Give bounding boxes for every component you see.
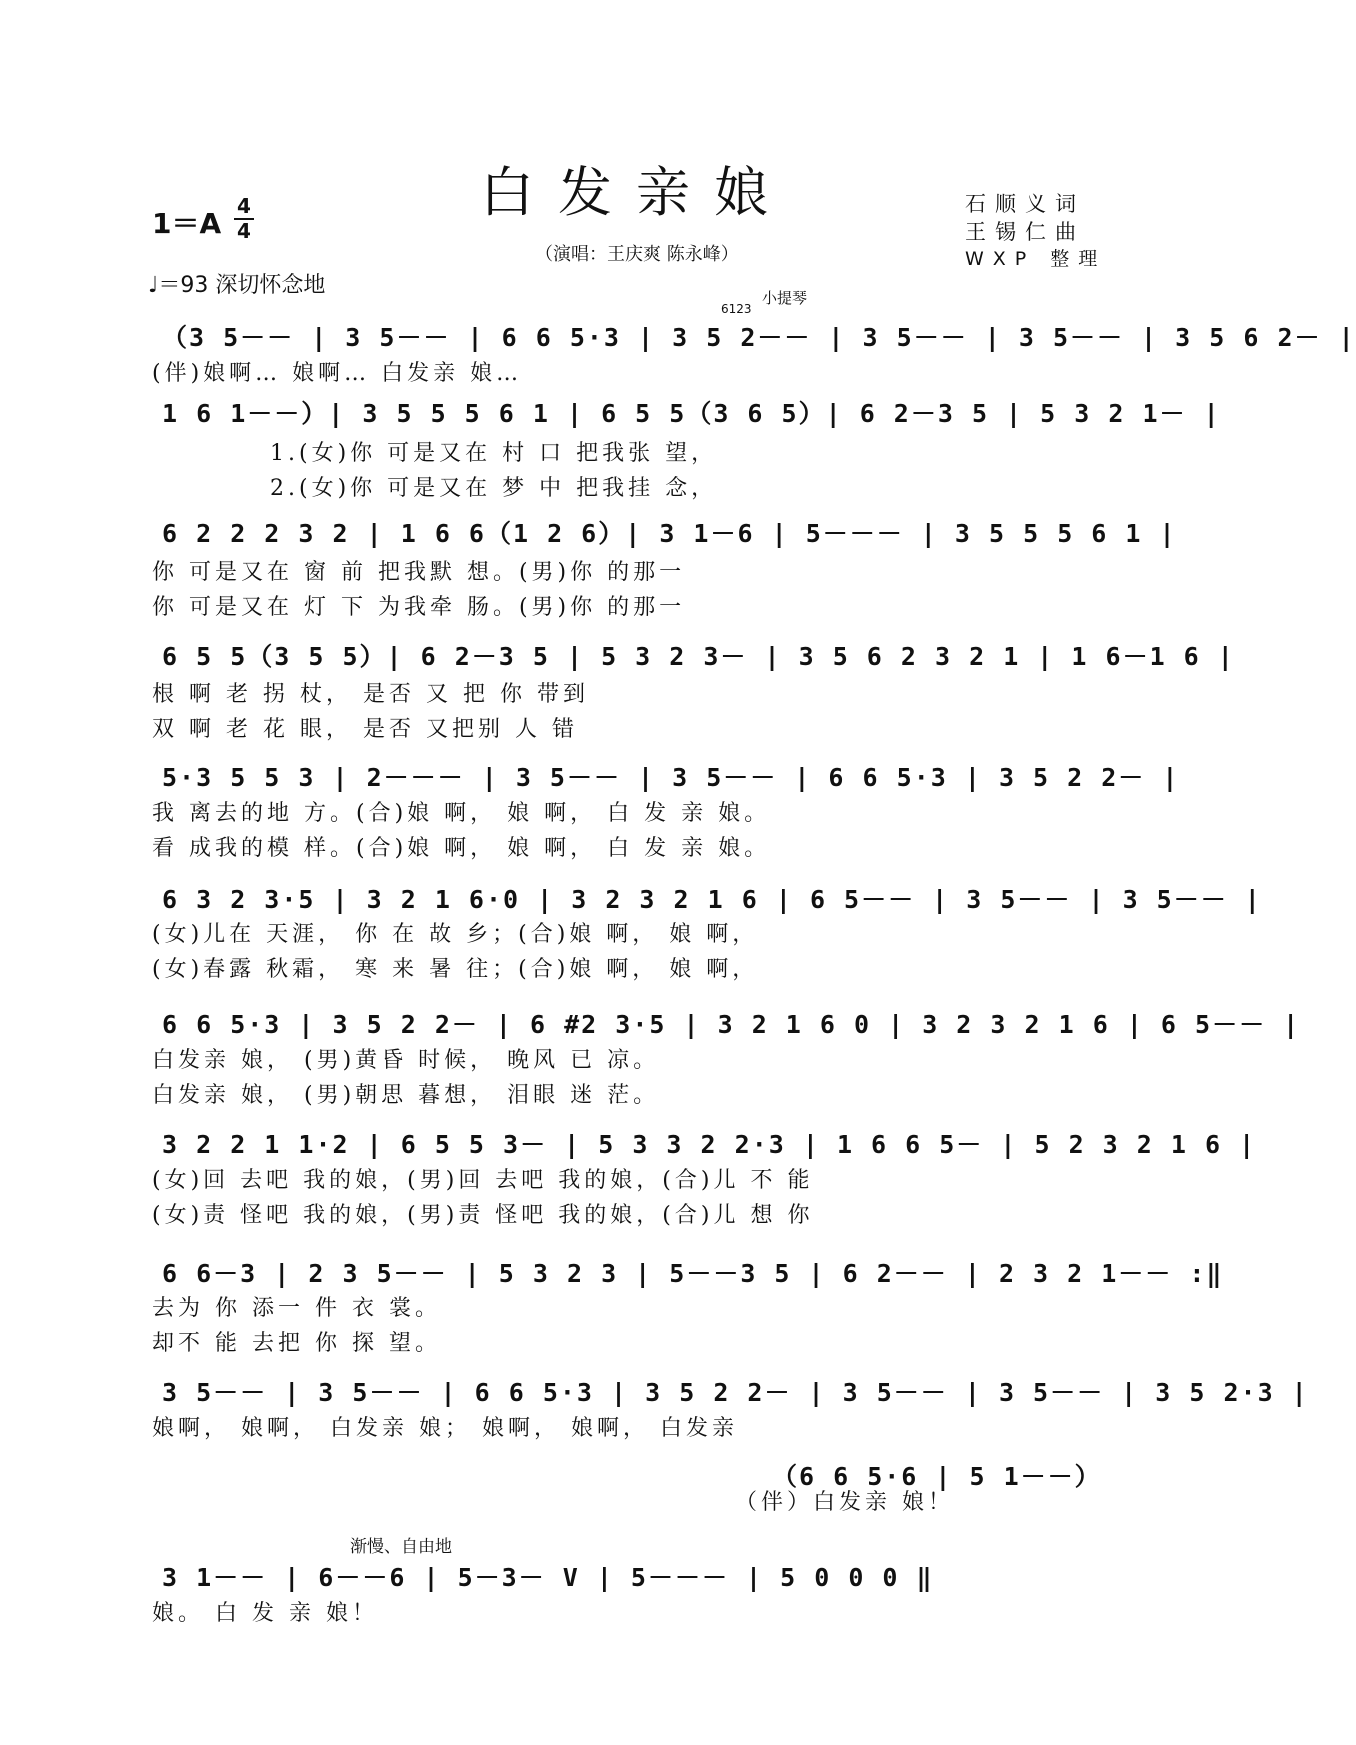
lyric-line-1: (伴)娘啊… 娘啊… 白发亲 娘… <box>152 361 523 386</box>
lyric-line-7b: 白发亲 娘， (男)朝思 暮想， 泪眼 迷 茫。 <box>152 1083 660 1108</box>
lyric-line-6a: (女)儿在 天涯， 你 在 故 乡；(合)娘 啊， 娘 啊， <box>152 922 759 947</box>
time-signature <box>234 196 254 242</box>
notation-line-1: （3 5－－ | 3 5－－ | 6 6 5·3 | 3 5 2－－ | 3 5－－ | 3 5－－ | 3 5 6 2－ | <box>162 323 1356 352</box>
lyric-line-8a: (女)回 去吧 我的娘，(男)回 去吧 我的娘，(合)儿 不 能 <box>152 1168 814 1193</box>
accompaniment-notes: （6 6 5·6 | 5 1－－） <box>772 1462 1102 1491</box>
lyric-line-3b: 你 可是又在 灯 下 为我牵 肠。(男)你 的那一 <box>152 595 686 620</box>
violin-annotation: 小提琴 <box>762 289 808 307</box>
singers-credit: （演唱：王庆爽 陈永峰） <box>535 244 739 265</box>
lyric-line-3a: 你 可是又在 窗 前 把我默 想。(男)你 的那一 <box>152 560 686 585</box>
lyric-line-9b: 却不 能 去把 你 探 望。 <box>152 1331 441 1356</box>
lyric-line-8b: (女)责 怪吧 我的娘，(男)责 怪吧 我的娘，(合)儿 想 你 <box>152 1203 814 1228</box>
notation-line-6: 6 3 2 3·5 | 3 2 1 6·0 | 3 2 3 2 1 6 | 6 5－－ | 3 5－－ | 3 5－－ | <box>162 885 1262 914</box>
lyric-line-final: 娘。 白 发 亲 娘！ <box>152 1601 378 1626</box>
notation-line-5: 5·3 5 5 3 | 2－－－ | 3 5－－ | 3 5－－ | 6 6 5·3 | 3 5 2 2－ | <box>162 763 1180 792</box>
lyric-line-5b: 看 成我的模 样。(合)娘 啊， 娘 啊， 白 发 亲 娘。 <box>152 836 771 861</box>
notation-line-3: 6 2 2 2 3 2 | 1 6 6（1 2 6）| 3 1－6 | 5－－－ | 3 5 5 5 6 1 | <box>162 519 1177 548</box>
key-signature: 1＝A <box>152 207 222 240</box>
notation-line-9: 6 6－3 | 2 3 5－－ | 5 3 2 3 | 5－－3 5 | 6 2－－ | 2 3 2 1－－ :‖ <box>162 1259 1224 1288</box>
lyric-line-2a: 1.(女)你 可是又在 村 口 把我张 望， <box>270 441 718 466</box>
arranger-credit: WXP 整理 <box>965 248 1107 270</box>
composer-credit: 王锡仁曲 <box>965 220 1085 244</box>
lyric-line-6b: (女)春露 秋霜， 寒 来 暑 往；(合)娘 啊， 娘 啊， <box>152 957 759 982</box>
lyric-line-7a: 白发亲 娘， (男)黄昏 时候， 晚风 已 凉。 <box>152 1048 660 1073</box>
lyric-line-9a: 去为 你 添一 件 衣 裳。 <box>152 1296 441 1321</box>
tempo-marking: ♩＝93 深切怀念地 <box>148 273 326 298</box>
notation-line-4: 6 5 5（3 5 5）| 6 2－3 5 | 5 3 2 3－ | 3 5 6 2 3 2 1 | 1 6－1 6 | <box>162 642 1235 671</box>
meter-top: 4 <box>237 194 251 218</box>
grace-notes: 6123 <box>721 302 752 316</box>
accompaniment-lyric: （伴）白发亲 娘！ <box>735 1490 954 1515</box>
notation-line-7: 6 6 5·3 | 3 5 2 2－ | 6 #2 3·5 | 3 2 1 6 0 | 3 2 3 2 1 6 | 6 5－－ | <box>162 1010 1301 1039</box>
meter-bottom: 4 <box>237 219 251 243</box>
notation-line-8: 3 2 2 1 1·2 | 6 5 5 3－ | 5 3 3 2 2·3 | 1 6 6 5－ | 5 2 3 2 1 6 | <box>162 1130 1257 1159</box>
lyric-line-2b: 2.(女)你 可是又在 梦 中 把我挂 念， <box>270 476 718 501</box>
lyric-line-4a: 根 啊 老 拐 杖， 是否 又 把 你 带到 <box>152 682 589 707</box>
notation-line-final: 3 1－－ | 6－－6 | 5－3－ V | 5－－－ | 5 0 0 0 ‖ <box>162 1563 934 1592</box>
lyric-line-4b: 双 啊 老 花 眼， 是否 又把别 人 错 <box>152 717 578 742</box>
notation-line-10: 3 5－－ | 3 5－－ | 6 6 5·3 | 3 5 2 2－ | 3 5－－ | 3 5－－ | 3 5 2·3 | <box>162 1378 1309 1407</box>
notation-line-2: 1 6 1－－）| 3 5 5 5 6 1 | 6 5 5（3 6 5）| 6 2－3 5 | 5 3 2 1－ | <box>162 399 1221 428</box>
lyric-line-5a: 我 离去的地 方。(合)娘 啊， 娘 啊， 白 发 亲 娘。 <box>152 801 771 826</box>
lyricist-credit: 石顺义词 <box>965 192 1085 216</box>
lyric-line-10: 娘啊， 娘啊， 白发亲 娘； 娘啊， 娘啊， 白发亲 <box>152 1416 738 1441</box>
rit-annotation: 渐慢、自由地 <box>350 1537 452 1557</box>
page-title: 白发亲娘 <box>480 161 792 224</box>
